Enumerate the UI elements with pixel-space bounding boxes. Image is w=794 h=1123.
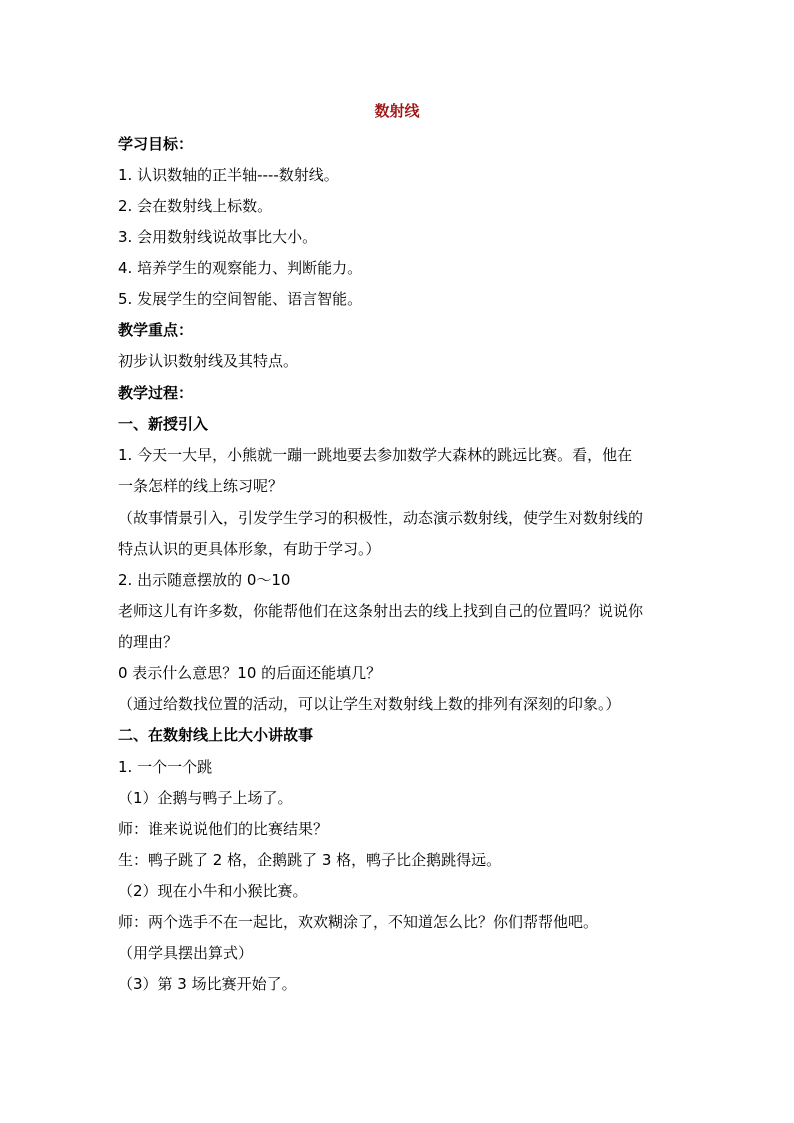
goal-item-4: 4. 培养学生的观察能力、判断能力。 [118,259,363,277]
paragraph-line: 特点认识的更具体形象，有助于学习。） [118,540,381,558]
heading-key-points: 教学重点： [118,321,194,339]
goal-item-5: 5. 发展学生的空间智能、语言智能。 [118,290,363,308]
paragraph-line: （故事情景引入，引发学生学习的积极性，动态演示数射线，使学生对数射线的 [118,509,644,527]
goal-item-3: 3. 会用数射线说故事比大小。 [118,228,318,246]
section-heading-1: 一、新授引入 [118,415,209,433]
paragraph-line: （用学具摆出算式） [118,944,254,962]
paragraph-line: 1. 今天一大早，小熊就一蹦一跳地要去参加数学大森林的跳远比赛。看，他在 [118,446,633,464]
paragraph-line: （通过给数找位置的活动，可以让学生对数射线上数的排列有深刻的印象。） [118,695,621,713]
paragraph-line: 师：两个选手不在一起比，欢欢糊涂了，不知道怎么比？你们帮帮他吧。 [118,913,599,931]
document-title: 数射线 [374,102,420,120]
heading-learning-goals: 学习目标： [118,135,194,153]
heading-teaching-process: 教学过程： [118,384,194,402]
paragraph-line: 2. 出示随意摆放的 0～10 [118,571,291,589]
paragraph-line: 一条怎样的线上练习呢？ [118,477,284,495]
paragraph-line: 老师这儿有许多数，你能帮他们在这条射出去的线上找到自己的位置吗？说说你 [118,602,644,620]
paragraph-line: 师：谁来说说他们的比赛结果？ [118,820,329,838]
paragraph-line: （3）第 3 场比赛开始了。 [118,975,297,993]
goal-item-2: 2. 会在数射线上标数。 [118,197,273,215]
goal-item-1: 1. 认识数轴的正半轴----数射线。 [118,166,339,184]
paragraph-line: 0 表示什么意思？10 的后面还能填几？ [118,664,382,682]
key-point-text: 初步认识数射线及其特点。 [118,352,299,370]
paragraph-line: 生：鸭子跳了 2 格，企鹅跳了 3 格，鸭子比企鹅跳得远。 [118,851,502,869]
paragraph-line: （2）现在小牛和小猴比赛。 [118,882,308,900]
paragraph-line: 的理由？ [118,633,179,651]
paragraph-line: 1. 一个一个跳 [118,758,213,776]
section-heading-2: 二、在数射线上比大小讲故事 [118,726,314,744]
paragraph-line: （1）企鹅与鸭子上场了。 [118,789,293,807]
